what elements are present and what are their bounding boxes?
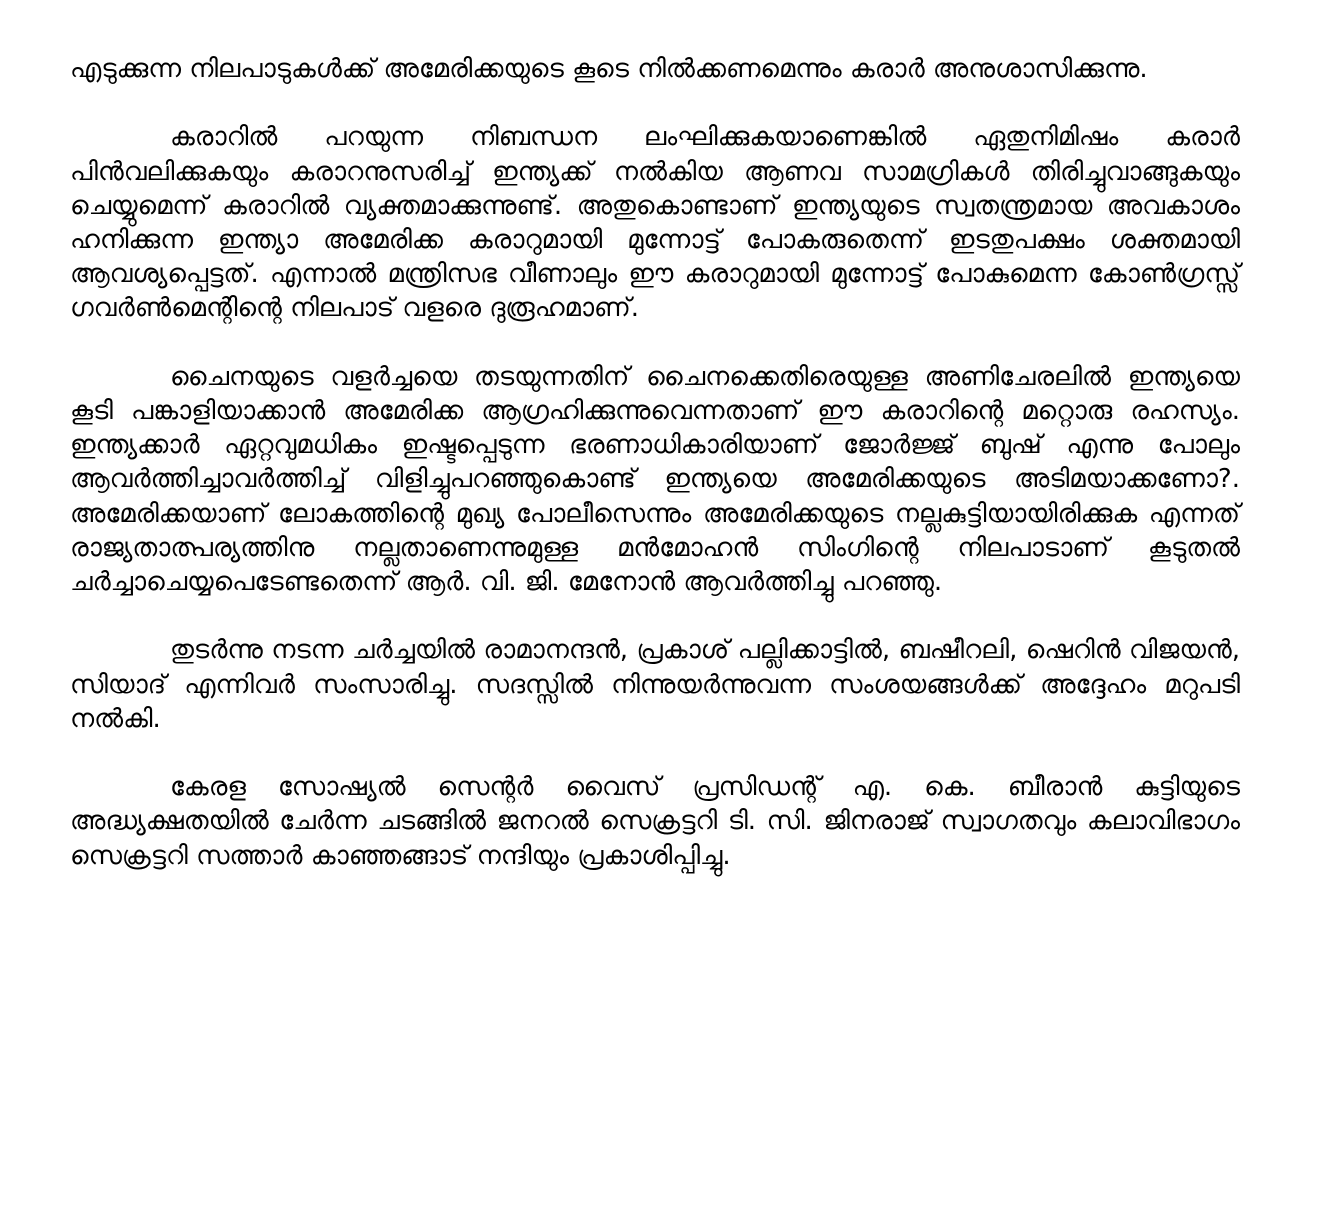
document-page xyxy=(70,52,1240,907)
paragraph-4: തുടർന്നു നടന്ന ചർച്ചയിൽ രാമാനന്ദൻ, പ്രകാശ് പല്ലിക്കാട്ടിൽ, ബഷീറലി, ഷെറിൻ വിജയൻ, സിയാദ് എന്നിവർ സംസാരിച്ചു. സദസ്സിൽ നിന്നുയർന്നുവന്ന സംശയങ്ങൾക്ക് അദ്ദേഹം മറുപടി നൽകി. xyxy=(70,635,1240,734)
paragraph-5: കേരള സോഷ്യൽ സെന്റർ വൈസ് പ്രസിഡന്റ് എ. കെ. ബീരാൻ കുട്ടിയുടെ അദ്ധ്യക്ഷതയിൽ ചേർന്ന ചടങ്ങിൽ ജനറൽ സെക്രട്ടറി ടി. സി. ജിനരാജ് സ്വാഗതവും കലാവിഭാഗം സെക്രട്ടറി സത്താർ കാഞ്ഞങ്ങാട് നന്ദിയും പ്രകാശിപ്പിച്ചു. xyxy=(70,772,1240,871)
paragraph-1: എടുക്കുന്ന നിലപാടുകൾക്ക് അമേരിക്കയുടെ കൂടെ നിൽക്കണമെന്നും കരാർ അനുശാസിക്കുന്നു. xyxy=(70,54,1148,84)
paragraph-2: കരാറിൽ പറയുന്ന നിബന്ധന ലംഘിക്കുകയാണെങ്കിൽ ഏതുനിമിഷം കരാർ പിൻവലിക്കുകയും കരാറനുസരിച്ച് ഇന്ത്യക്ക് നൽകിയ ആണവ സാമഗ്രികൾ തിരിച്ചുവാങ്ങുകയും ചെയ്യുമെന്ന് കരാറിൽ വ്യക്തമാക്കുന്നുണ്ട്. അതുകൊണ്ടാണ് ഇന്ത്യയുടെ സ്വതന്ത്രമായ അവകാശം ഹനിക്കുന്ന ഇന്ത്യാ അമേരിക്ക കരാറുമായി മുന്നോട്ട് പോകരുതെന്ന് ഇടതുപക്ഷം ശക്തമായി ആവശ്യപ്പെട്ടത്. എന്നാൽ മന്ത്രിസഭ വീണാലും ഈ കരാറുമായി മുന്നോട്ട് പോകുമെന്ന കോൺഗ്രസ്സ് ഗവർൺമെന്റിന്റെ നിലപാട് വളരെ ദുരൂഹമാണ്. xyxy=(70,122,1240,324)
paragraph-3: ചൈനയുടെ വളർച്ചയെ തടയുന്നതിന് ചൈനക്കെതിരെയുള്ള അണിചേരലിൽ ഇന്ത്യയെ കൂടി പങ്കാളിയാക്കാൻ അമേരിക്ക ആഗ്രഹിക്കുന്നുവെന്നതാണ് ഈ കരാറിന്റെ മറ്റൊരു രഹസ്യം. ഇന്ത്യക്കാർ ഏറ്റവുമധികം ഇഷ്ടപ്പെടുന്ന ഭരണാധികാരിയാണ് ജോർജ്ജ് ബുഷ് എന്നു പോലും ആവർത്തിച്ചാവർത്തിച്ച് വിളിച്ചുപറഞ്ഞുകൊണ്ട് ഇന്ത്യയെ അമേരിക്കയുടെ അടിമയാക്കണോ?. അമേരിക്കയാണ് ലോകത്തിന്റെ മുഖ്യ പോലീസെന്നും അമേരിക്കയുടെ നല്ലകുട്ടിയായിരിക്കുക എന്നത് രാജ്യതാത്പര്യത്തിനു നല്ലതാണെന്നുമുള്ള മൻമോഹൻ സിംഗിന്റെ നിലപാടാണ് കൂടുതൽ ചർച്ചാചെയ്യപെടേണ്ടതെന്ന് ആർ. വി. ജി. മേനോൻ ആവർത്തിച്ചു പറഞ്ഞു. xyxy=(70,361,1240,598)
